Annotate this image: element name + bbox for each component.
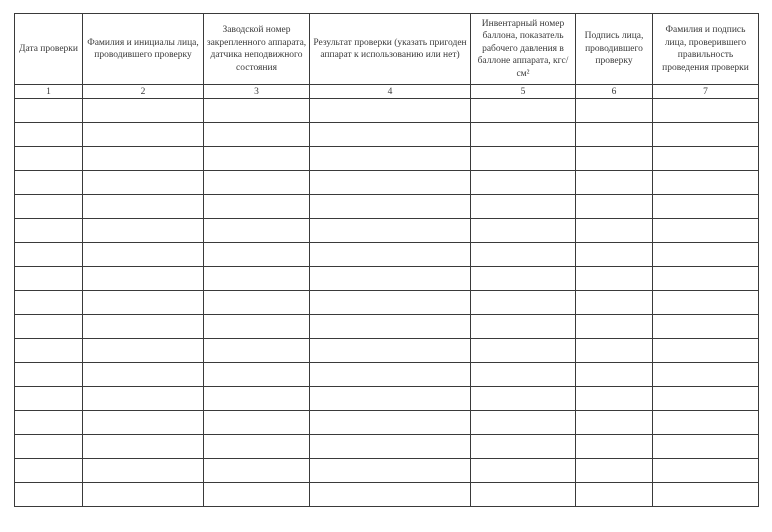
- empty-cell[interactable]: [15, 291, 83, 315]
- empty-cell[interactable]: [471, 267, 576, 291]
- empty-cell[interactable]: [653, 195, 759, 219]
- empty-cell[interactable]: [310, 387, 471, 411]
- empty-cell[interactable]: [471, 483, 576, 507]
- empty-cell[interactable]: [310, 291, 471, 315]
- empty-cell[interactable]: [471, 363, 576, 387]
- empty-cell[interactable]: [310, 363, 471, 387]
- empty-cell[interactable]: [576, 387, 653, 411]
- empty-cell[interactable]: [15, 483, 83, 507]
- empty-cell[interactable]: [653, 243, 759, 267]
- empty-cell[interactable]: [83, 219, 204, 243]
- empty-cell[interactable]: [576, 459, 653, 483]
- header-row: [15, 14, 759, 85]
- empty-cell[interactable]: [653, 459, 759, 483]
- empty-cell[interactable]: [471, 291, 576, 315]
- empty-cell[interactable]: [15, 387, 83, 411]
- empty-cell[interactable]: [471, 123, 576, 147]
- empty-cell[interactable]: [471, 99, 576, 123]
- empty-cell[interactable]: [653, 291, 759, 315]
- empty-cell[interactable]: [83, 459, 204, 483]
- empty-cell[interactable]: [83, 99, 204, 123]
- table-row: [15, 363, 759, 387]
- empty-cell[interactable]: [83, 483, 204, 507]
- empty-cell[interactable]: [471, 339, 576, 363]
- empty-cell[interactable]: [576, 219, 653, 243]
- empty-cell[interactable]: [15, 219, 83, 243]
- column-number: 4: [310, 85, 471, 99]
- column-number: 7: [653, 85, 759, 99]
- empty-cell[interactable]: [204, 243, 310, 267]
- empty-cell[interactable]: [15, 123, 83, 147]
- empty-cell[interactable]: [653, 483, 759, 507]
- empty-cell[interactable]: [310, 123, 471, 147]
- column-number: 2: [83, 85, 204, 99]
- column-number-row: [15, 85, 759, 99]
- empty-cell[interactable]: [310, 483, 471, 507]
- empty-cell[interactable]: [15, 411, 83, 435]
- empty-cell[interactable]: [83, 411, 204, 435]
- empty-cell[interactable]: [83, 363, 204, 387]
- empty-cell[interactable]: [653, 435, 759, 459]
- empty-cell[interactable]: [15, 315, 83, 339]
- column-header-inspector-name: Фамилия и инициалы лица, проводившего проверку: [83, 14, 204, 85]
- table-row: [15, 267, 759, 291]
- empty-cell[interactable]: [204, 339, 310, 363]
- column-header-inspector-signature: Подпись лица, проводившего проверку: [576, 14, 653, 85]
- empty-cell[interactable]: [15, 339, 83, 363]
- table-row: [15, 99, 759, 123]
- column-number: 3: [204, 85, 310, 99]
- empty-cell[interactable]: [204, 219, 310, 243]
- empty-cell[interactable]: [83, 123, 204, 147]
- empty-cell[interactable]: [83, 291, 204, 315]
- empty-cell[interactable]: [204, 459, 310, 483]
- empty-cell[interactable]: [471, 459, 576, 483]
- column-header-date: Дата проверки: [15, 14, 83, 85]
- empty-cell[interactable]: [576, 123, 653, 147]
- empty-cell[interactable]: [653, 339, 759, 363]
- empty-cell[interactable]: [653, 315, 759, 339]
- empty-cell[interactable]: [576, 339, 653, 363]
- table-row: [15, 219, 759, 243]
- empty-cell[interactable]: [83, 243, 204, 267]
- empty-cell[interactable]: [653, 363, 759, 387]
- empty-cell[interactable]: [576, 291, 653, 315]
- empty-cell[interactable]: [83, 147, 204, 171]
- empty-cell[interactable]: [15, 195, 83, 219]
- table-row: [15, 387, 759, 411]
- column-number: 5: [471, 85, 576, 99]
- empty-cell[interactable]: [310, 99, 471, 123]
- inspection-log-table: [14, 13, 759, 507]
- empty-cell[interactable]: [204, 171, 310, 195]
- empty-cell[interactable]: [83, 315, 204, 339]
- empty-cell[interactable]: [204, 267, 310, 291]
- empty-cell[interactable]: [204, 315, 310, 339]
- table-row: [15, 291, 759, 315]
- empty-cell[interactable]: [471, 411, 576, 435]
- empty-cell[interactable]: [15, 363, 83, 387]
- table-row: [15, 147, 759, 171]
- empty-cell[interactable]: [83, 387, 204, 411]
- empty-cell[interactable]: [576, 99, 653, 123]
- empty-cell[interactable]: [204, 363, 310, 387]
- column-header-serial-number: Заводской номер закрепленного аппарата, датчика неподвижного состояния: [204, 14, 310, 85]
- empty-cell[interactable]: [15, 459, 83, 483]
- empty-cell[interactable]: [576, 483, 653, 507]
- table-row: [15, 243, 759, 267]
- column-number: 6: [576, 85, 653, 99]
- empty-cell[interactable]: [471, 195, 576, 219]
- column-number: 1: [15, 85, 83, 99]
- empty-cell[interactable]: [83, 339, 204, 363]
- empty-cell[interactable]: [83, 171, 204, 195]
- empty-cell[interactable]: [576, 267, 653, 291]
- empty-cell[interactable]: [83, 267, 204, 291]
- empty-cell[interactable]: [204, 387, 310, 411]
- empty-cell[interactable]: [576, 411, 653, 435]
- table-row: [15, 195, 759, 219]
- empty-cell[interactable]: [204, 291, 310, 315]
- empty-cell[interactable]: [471, 219, 576, 243]
- empty-cell[interactable]: [204, 123, 310, 147]
- empty-cell[interactable]: [576, 435, 653, 459]
- table-row: [15, 459, 759, 483]
- empty-cell[interactable]: [310, 435, 471, 459]
- empty-cell[interactable]: [653, 267, 759, 291]
- empty-cell[interactable]: [310, 267, 471, 291]
- empty-cell[interactable]: [653, 387, 759, 411]
- table-row: [15, 123, 759, 147]
- empty-cell[interactable]: [310, 243, 471, 267]
- column-header-verifier: Фамилия и подпись лица, проверившего правильность проведения проверки: [653, 14, 759, 85]
- empty-cell[interactable]: [204, 435, 310, 459]
- empty-cell[interactable]: [576, 147, 653, 171]
- empty-cell[interactable]: [653, 171, 759, 195]
- empty-cell[interactable]: [15, 435, 83, 459]
- empty-cell[interactable]: [310, 459, 471, 483]
- empty-cell[interactable]: [471, 387, 576, 411]
- column-header-cylinder-pressure: Инвентарный номер баллона, показатель рабочего давления в баллоне аппарата, кгс/см²: [471, 14, 576, 85]
- empty-cell[interactable]: [15, 267, 83, 291]
- empty-cell[interactable]: [576, 315, 653, 339]
- empty-cell[interactable]: [204, 147, 310, 171]
- empty-cell[interactable]: [471, 243, 576, 267]
- table-row: [15, 315, 759, 339]
- empty-cell[interactable]: [576, 195, 653, 219]
- empty-cell[interactable]: [83, 195, 204, 219]
- table-row: [15, 171, 759, 195]
- empty-cell[interactable]: [653, 219, 759, 243]
- table-row: [15, 339, 759, 363]
- empty-cell[interactable]: [204, 411, 310, 435]
- empty-cell[interactable]: [310, 411, 471, 435]
- empty-cell[interactable]: [471, 315, 576, 339]
- empty-cell[interactable]: [310, 315, 471, 339]
- empty-cell[interactable]: [576, 243, 653, 267]
- empty-cell[interactable]: [653, 99, 759, 123]
- empty-cell[interactable]: [15, 243, 83, 267]
- table-row: [15, 411, 759, 435]
- empty-cell[interactable]: [15, 99, 83, 123]
- empty-cell[interactable]: [204, 483, 310, 507]
- empty-cell[interactable]: [576, 171, 653, 195]
- empty-cell[interactable]: [310, 219, 471, 243]
- empty-cell[interactable]: [83, 435, 204, 459]
- table-body: [15, 99, 759, 507]
- empty-cell[interactable]: [15, 171, 83, 195]
- empty-cell[interactable]: [471, 147, 576, 171]
- empty-cell[interactable]: [653, 147, 759, 171]
- empty-cell[interactable]: [310, 195, 471, 219]
- empty-cell[interactable]: [653, 123, 759, 147]
- empty-cell[interactable]: [15, 147, 83, 171]
- empty-cell[interactable]: [310, 147, 471, 171]
- table-row: [15, 435, 759, 459]
- table-row: [15, 483, 759, 507]
- empty-cell[interactable]: [653, 411, 759, 435]
- empty-cell[interactable]: [310, 171, 471, 195]
- empty-cell[interactable]: [204, 195, 310, 219]
- column-header-result: Результат проверки (указать пригоден аппарат к использованию или нет): [310, 14, 471, 85]
- empty-cell[interactable]: [471, 171, 576, 195]
- empty-cell[interactable]: [310, 339, 471, 363]
- empty-cell[interactable]: [204, 99, 310, 123]
- empty-cell[interactable]: [471, 435, 576, 459]
- empty-cell[interactable]: [576, 363, 653, 387]
